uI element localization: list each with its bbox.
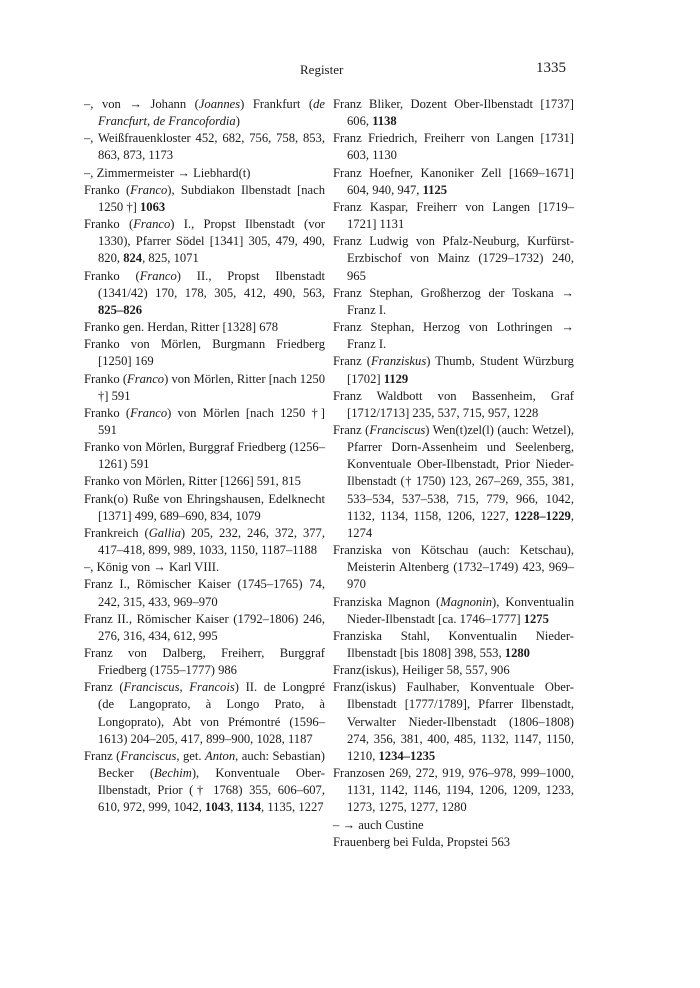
index-entry: Franko von Mörlen, Ritter [1266] 591, 815 [84, 474, 301, 489]
index-entry: Franzosen 269, 272, 919, 976–978, 999–1000, 1131, 1142, 1146, 1194, 1206, 1209, 1233, 1273, 1275, 1277, 1280 [333, 766, 574, 815]
index-entry: Franko von Mörlen, Burggraf Friedberg (1256–1261) 591 [84, 440, 325, 472]
index-entry: Frankreich (Gallia) 205, 232, 246, 372, 377, 417–418, 899, 989, 1033, 1150, 1187–1188 [84, 525, 325, 558]
index-entry: Franz Ludwig von Pfalz-Neuburg, Kurfürst-Erzbischof von Mainz (1729–1732) 240, 965 [333, 234, 574, 283]
index-entry: –, von → Johann (Joannes) Frankfurt (de Francfurt, de Francofordia) [84, 97, 325, 129]
index-entry: Franz (Franciscus, get. Anton, auch: Sebastian) Becker (Bechim), Konventuale Ober-Ilbenstadt, Prior († 1768) 355, 606–607, 610, 972, 999, 1042, 1043, 1134, 1135, 1227 [84, 748, 325, 815]
index-entry: Franziska von Kötschau (auch: Ketschau), Meisterin Altenberg (1732–1749) 423, 969–970 [333, 543, 574, 592]
index-entry: Franz II., Römischer Kaiser (1792–1806) 246, 276, 316, 434, 612, 995 [84, 611, 325, 643]
index-entry: Franz(iskus), Heiliger 58, 557, 906 [333, 663, 510, 678]
index-column-left [84, 96, 325, 817]
index-entry: Franz (Franziskus) Thumb, Student Würzburg [1702] 1129 [333, 354, 574, 386]
index-entry: Frauenberg bei Fulda, Propstei 563 [333, 834, 511, 849]
page-number: 1335 [536, 60, 566, 76]
index-entry: Franz Stephan, Großherzog der Toskana → Franz I. [333, 285, 574, 317]
index-entry: Franziska Magnon (Magnonin), Konventualin Nieder-Ilbenstadt [ca. 1746–1777] 1275 [333, 594, 574, 626]
index-entry: Franko (Franco) von Mörlen, Ritter [nach 1250 †] 591 [84, 371, 325, 403]
index-entry: Franz Stephan, Herzog von Lothringen → Franz I. [333, 320, 574, 352]
index-entry: Franz(iskus) Faulhaber, Konventuale Ober-Ilbenstadt [1777/1789], Pfarrer Ilbenstadt, Verwalter Nieder-Ilbenstadt (1806–1808) 274, 356, 381, 400, 485, 1132, 1147, 1150, 1210, 1234–1235 [333, 680, 574, 763]
index-entry: Franz Bliker, Dozent Ober-Ilbenstadt [1737] 606, 1138 [333, 97, 574, 129]
page-header [0, 62, 700, 82]
index-entry: – → auch Custine [333, 817, 424, 832]
index-entry: Franko von Mörlen, Burgmann Friedberg [1250] 169 [84, 337, 325, 369]
index-entry: –, König von → Karl VIII. [84, 560, 220, 575]
running-title: Register [300, 62, 344, 77]
index-entry: Franko (Franco) I., Propst Ilbenstadt (vor 1330), Pfarrer Södel [1341] 305, 479, 490, 820, 824, 825, 1071 [84, 217, 325, 266]
index-entry: Franz Kaspar, Freiherr von Langen [1719–1721] 1131 [333, 199, 574, 232]
index-entry: Franz Waldbott von Bassenheim, Graf [1712/1713] 235, 537, 715, 957, 1228 [333, 388, 574, 420]
index-entry: Franko gen. Herdan, Ritter [1328] 678 [84, 320, 279, 335]
index-entry: Franz I., Römischer Kaiser (1745–1765) 74, 242, 315, 433, 969–970 [84, 577, 325, 609]
index-entry: Franz (Franciscus) Wen(t)zel(l) (auch: Wetzel), Pfarrer Dorn-Assenheim und Seelenberg, Konventuale Ober-Ilbenstadt, Prior Nieder-Ilbenstadt († 1750) 123, 267–269, 355, 381, 533–534, 537–538, 715, 779, 966, 1042, 1132, 1134, 1158, 1206, 1227, 1228–1229, 1274 [333, 422, 574, 540]
index-entry: Franz Hoefner, Kanoniker Zell [1669–1671] 604, 940, 947, 1125 [333, 165, 574, 197]
index-entry: Franz Friedrich, Freiherr von Langen [1731] 603, 1130 [333, 131, 574, 163]
index-entry: Frank(o) Ruße von Ehringshausen, Edelknecht [1371] 499, 689–690, 834, 1079 [84, 491, 325, 523]
index-entry: Franz von Dalberg, Freiherr, Burggraf Friedberg (1755–1777) 986 [84, 646, 325, 678]
index-entry: Franz (Franciscus, Francois) II. de Longpré (de Langoprato, à Longo Prato, à Longoprato), Abt von Prémontré (1596–1613) 204–205, 417, 899–900, 1028, 1187 [84, 680, 325, 746]
index-entry: Franziska Stahl, Konventualin Nieder-Ilbenstadt [bis 1808] 398, 553, 1280 [333, 628, 574, 660]
index-entry: Franko (Franco), Subdiakon Ilbenstadt [nach 1250 †] 1063 [84, 182, 325, 214]
index-entry: Franko (Franco) von Mörlen [nach 1250 †] 591 [84, 405, 325, 437]
index-entry: –, Zimmermeister → Liebhard(t) [84, 165, 251, 180]
index-entry: Franko (Franco) II., Propst Ilbenstadt (1341/42) 170, 178, 305, 412, 490, 563, 825–826 [84, 268, 325, 317]
index-entry: –, Weißfrauenkloster 452, 682, 756, 758, 853, 863, 873, 1173 [84, 131, 325, 163]
index-column-right [333, 96, 574, 851]
